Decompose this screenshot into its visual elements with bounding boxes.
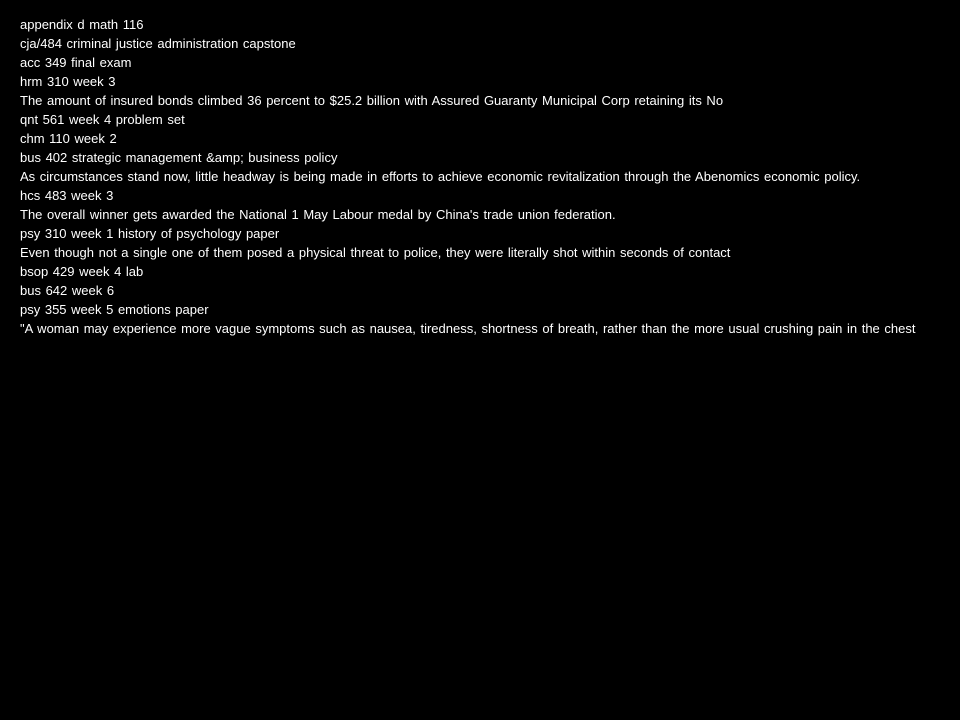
text-line-11: The overall winner gets awarded the National 1 May Labour medal by China's trade union federation. [20, 207, 616, 222]
text-line-8: bus 402 strategic management &amp; business policy [20, 150, 338, 165]
text-line-17: "A woman may experience more vague symptoms such as nausea, tiredness, shortness of breath, rather than the more usual crushing pain in the chest [20, 321, 916, 336]
text-line-6: qnt 561 week 4 problem set [20, 112, 185, 127]
text-line-4: hrm 310 week 3 [20, 74, 116, 89]
text-line-1: appendix d math 116 [20, 17, 144, 32]
text-line-7: chm 110 week 2 [20, 131, 117, 146]
text-line-12: psy 310 week 1 history of psychology paper [20, 226, 280, 241]
text-line-13: Even though not a single one of them posed a physical threat to police, they were literally shot within seconds of contact [20, 245, 731, 260]
text-line-14: bsop 429 week 4 lab [20, 264, 144, 279]
text-line-10: hcs 483 week 3 [20, 188, 114, 203]
text-line-2: cja/484 criminal justice administration capstone [20, 36, 296, 51]
text-line-15: bus 642 week 6 [20, 283, 115, 298]
text-list [20, 15, 940, 338]
text-line-16: psy 355 week 5 emotions paper [20, 302, 209, 317]
text-line-5: The amount of insured bonds climbed 36 percent to $25.2 billion with Assured Guaranty Municipal Corp retaining its No [20, 93, 724, 108]
text-line-9: As circumstances stand now, little headway is being made in efforts to achieve economic revitalization through the Abenomics economic policy. [20, 169, 861, 184]
text-line-3: acc 349 final exam [20, 55, 132, 70]
